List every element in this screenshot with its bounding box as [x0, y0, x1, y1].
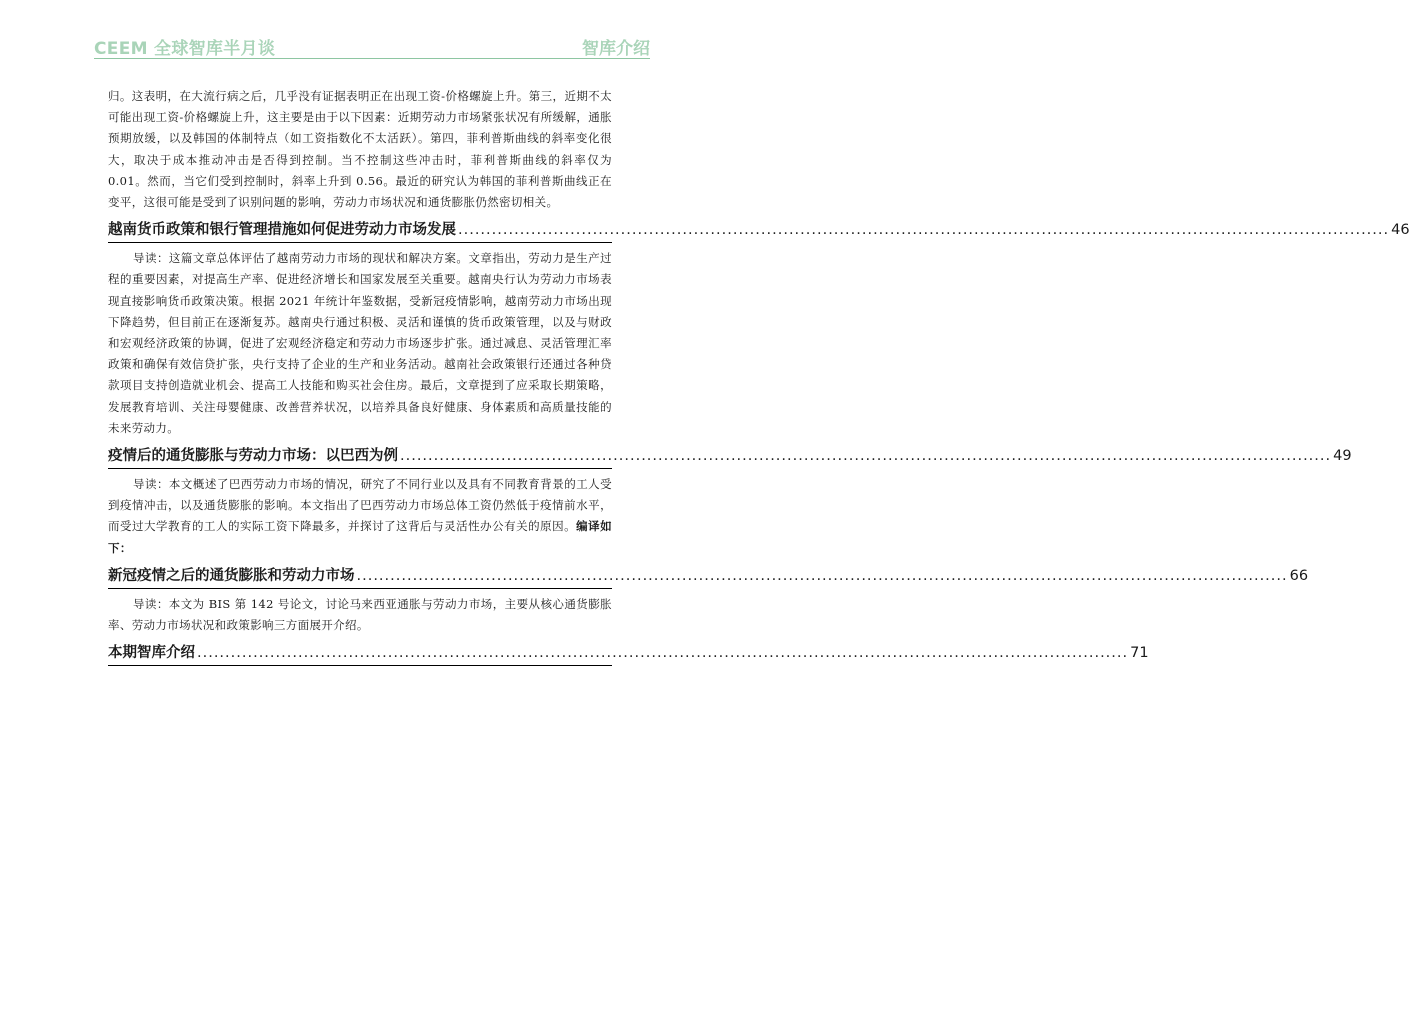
toc-leader: ...................................................................................................................................................................... [356, 567, 1288, 584]
toc-title: 本期智库介绍 [108, 645, 195, 662]
toc-title: 越南货币政策和银行管理措施如何促进劳动力市场发展 [108, 222, 456, 239]
toc-summary: 导读：本文为 BIS 第 142 号论文，讨论马来西亚通胀与劳动力市场，主要从核心通货膨胀率、劳动力市场状况和政策影响三方面展开介绍。 [108, 596, 612, 633]
toc-leader: ...................................................................................................................................................................... [400, 448, 1332, 465]
toc-entry-4[interactable] [108, 642, 1149, 666]
toc-page-number: 71 [1130, 645, 1149, 662]
header-section: 智库介绍 [582, 39, 650, 59]
intro-paragraph: 归。这表明，在大流行病之后，几乎没有证据表明正在出现工资-价格螺旋上升。第三，近期不太可能出现工资-价格螺旋上升，这主要是由于以下因素：近期劳动力市场紧张状况有所缓解，通胀预期放缓，以及韩国的体制特点（如工资指数化不太活跃）。第四，菲利普斯曲线的斜率变化很大，取决于成本推动冲击是否得到控制。当不控制这些冲击时，菲利普斯曲线的斜率仅为 0.01。然而，当它们受到控制时，斜率上升到 0.56。最近的研究认为韩国的菲利普斯曲线正在变平，这很可能是受到了识别问题的影响，劳动力市场状况和通货膨胀仍然密切相关。 [108, 89, 612, 210]
toc-summary-text: 导读：本文概述了巴西劳动力市场的情况，研究了不同行业以及具有不同教育背景的工人受到疫情冲击，以及通货膨胀的影响。本文指出了巴西劳动力市场总体工资仍然低于疫情前水平，而受过大学教育的工人的实际工资下降最多，并探讨了这背后与灵活性办公有关的原因。 [108, 477, 612, 534]
toc-title: 新冠疫情之后的通货膨胀和劳动力市场 [108, 567, 355, 584]
page-content [108, 86, 1410, 666]
toc-entry-3[interactable] [108, 565, 1309, 589]
toc-page-number: 66 [1289, 567, 1309, 584]
header-title: CEEM 全球智库半月谈 [94, 39, 276, 59]
toc-title: 疫情后的通货膨胀与劳动力市场：以巴西为例 [108, 448, 398, 465]
toc-summary [108, 474, 612, 559]
toc-entry-1[interactable] [108, 219, 1410, 243]
page-header [94, 34, 650, 59]
toc-page-number: 49 [1333, 448, 1352, 465]
toc-page-number: 46 [1391, 222, 1410, 239]
toc-entry-2[interactable] [108, 445, 1352, 469]
toc-summary: 导读：这篇文章总体评估了越南劳动力市场的现状和解决方案。文章指出，劳动力是生产过程的重要因素，对提高生产率、促进经济增长和国家发展至关重要。越南央行认为劳动力市场表现直接影响货币政策决策。根据 2021 年统计年鉴数据，受新冠疫情影响，越南劳动力市场出现下降趋势，但目前正在逐渐复苏。越南央行通过积极、灵活和谨慎的货币政策管理，以及与财政和宏观经济政策的协调，促进了宏观经济稳定和劳动力市场逐步扩张。通过减息、灵活管理汇率政策和确保有效信贷扩张，央行支持了企业的生产和业务活动。越南社会政策银行还通过各种贷款项目支持创造就业机会、提高工人技能和购买社会住房。最后，文章提到了应采取长期策略，发展教育培训、关注母婴健康、改善营养状况，以培养具备良好健康、身体素质和高质量技能的未来劳动力。 [108, 251, 612, 435]
toc-leader: ...................................................................................................................................................................... [458, 222, 1390, 239]
toc-leader: ...................................................................................................................................................................... [197, 645, 1129, 662]
toc-summary-emphasis: 编译如下： [108, 519, 612, 555]
